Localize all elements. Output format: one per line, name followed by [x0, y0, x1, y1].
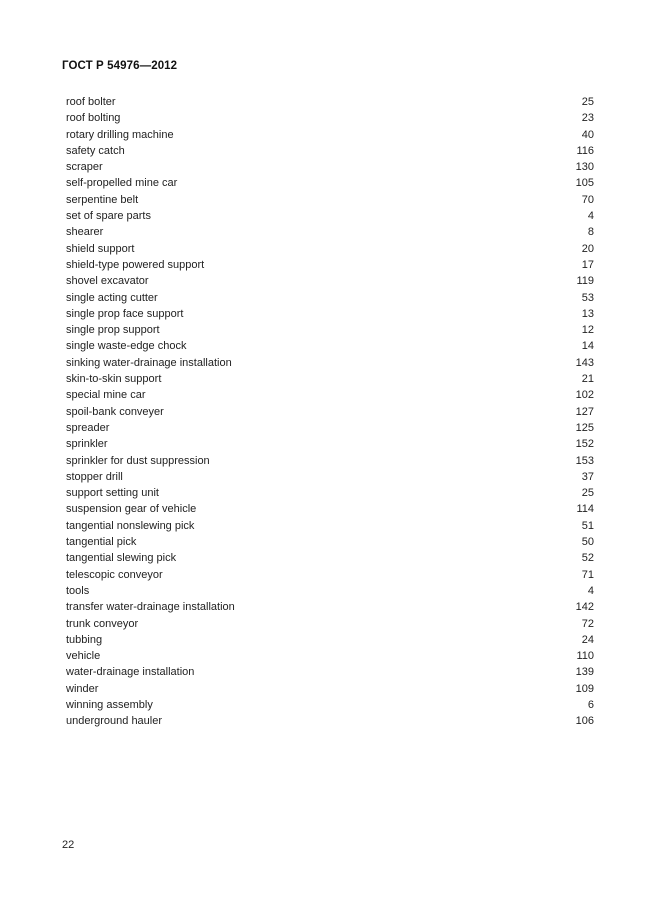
index-term: tangential slewing pick	[66, 552, 177, 565]
index-entry	[66, 583, 594, 599]
index-term: single prop support	[66, 324, 160, 337]
index-term: stopper drill	[66, 470, 123, 483]
index-term: water-drainage installation	[66, 666, 195, 679]
index-page-ref: 130	[575, 161, 594, 174]
index-page-ref: 142	[575, 601, 594, 614]
index-entry	[66, 355, 594, 371]
index-entry	[66, 175, 594, 191]
index-page-ref: 139	[575, 666, 594, 679]
index-page-ref: 23	[581, 112, 594, 125]
index-page-ref: 50	[581, 536, 594, 549]
index-term: tangential pick	[66, 536, 137, 549]
index-page-ref: 125	[575, 421, 594, 434]
index-term: sprinkler	[66, 438, 108, 451]
index-entry	[66, 485, 594, 501]
index-entry	[66, 143, 594, 159]
index-page-ref: 70	[581, 193, 594, 206]
index-term: winder	[66, 682, 99, 695]
index-page-ref: 37	[581, 470, 594, 483]
index-page-ref: 53	[581, 291, 594, 304]
index-entry	[66, 632, 594, 648]
index-page-ref: 143	[575, 356, 594, 369]
index-entry	[66, 224, 594, 240]
index-entry	[66, 306, 594, 322]
index-term: tangential nonslewing pick	[66, 519, 195, 532]
index-term: sinking water-drainage installation	[66, 356, 232, 369]
index-page-ref: 12	[581, 324, 594, 337]
index-page-ref: 109	[575, 682, 594, 695]
index-entry	[66, 420, 594, 436]
index-term: suspension gear of vehicle	[66, 503, 197, 516]
index-page-ref: 24	[581, 633, 594, 646]
index-term: transfer water-drainage installation	[66, 601, 235, 614]
index-entry	[66, 501, 594, 517]
index-entry	[66, 273, 594, 289]
index-entry	[66, 322, 594, 338]
index-page-ref: 72	[581, 617, 594, 630]
index-page-ref: 6	[587, 698, 594, 711]
index-term: rotary drilling machine	[66, 128, 174, 141]
index-entry	[66, 241, 594, 257]
document-header: ГОСТ Р 54976—2012	[62, 60, 178, 72]
index-page-ref: 8	[587, 226, 594, 239]
index-term: single waste-edge chock	[66, 340, 187, 353]
page-number: 22	[62, 839, 75, 851]
index-page-ref: 152	[575, 438, 594, 451]
index-entry	[66, 371, 594, 387]
index-term: shield-type powered support	[66, 258, 205, 271]
index-page-ref: 25	[581, 487, 594, 500]
index-entry	[66, 697, 594, 713]
index-page-ref: 20	[581, 242, 594, 255]
index-entry	[66, 127, 594, 143]
index-entry	[66, 404, 594, 420]
index-term: vehicle	[66, 650, 101, 663]
index-page-ref: 52	[581, 552, 594, 565]
index-entry	[66, 453, 594, 469]
index-entry	[66, 469, 594, 485]
index-entry	[66, 550, 594, 566]
index-term: scraper	[66, 161, 103, 174]
index-entry	[66, 110, 594, 126]
index-page-ref: 110	[576, 650, 594, 663]
index-entry	[66, 681, 594, 697]
index-entry	[66, 208, 594, 224]
index-list	[66, 94, 594, 730]
index-term: skin-to-skin support	[66, 373, 162, 386]
index-term: single acting cutter	[66, 291, 158, 304]
index-entry	[66, 338, 594, 354]
index-term: special mine car	[66, 389, 146, 402]
index-entry	[66, 159, 594, 175]
index-entry	[66, 518, 594, 534]
index-term: self-propelled mine car	[66, 177, 178, 190]
index-entry	[66, 713, 594, 729]
index-page-ref: 25	[581, 96, 594, 108]
index-page-ref: 4	[587, 584, 594, 597]
index-entry	[66, 616, 594, 632]
index-page-ref: 51	[581, 519, 594, 532]
index-page-ref: 40	[581, 128, 594, 141]
index-entry	[66, 290, 594, 306]
index-entry	[66, 387, 594, 403]
index-term: sprinkler for dust suppression	[66, 454, 210, 467]
index-page-ref: 13	[581, 307, 594, 320]
index-term: tubbing	[66, 633, 103, 646]
index-term: roof bolter	[66, 96, 116, 108]
index-term: set of spare parts	[66, 210, 151, 223]
index-entry	[66, 664, 594, 680]
index-term: roof bolting	[66, 112, 121, 125]
index-entry	[66, 94, 594, 110]
index-term: spreader	[66, 421, 110, 434]
index-entry	[66, 648, 594, 664]
index-page-ref: 114	[576, 503, 594, 516]
index-entry	[66, 567, 594, 583]
index-term: trunk conveyor	[66, 617, 139, 630]
index-term: underground hauler	[66, 715, 163, 728]
index-term: telescopic conveyor	[66, 568, 163, 581]
index-page-ref: 71	[581, 568, 594, 581]
index-term: shearer	[66, 226, 104, 239]
index-term: winning assembly	[66, 698, 153, 711]
index-page-ref: 106	[575, 715, 594, 728]
index-term: shield support	[66, 242, 135, 255]
index-page-ref: 4	[587, 210, 594, 223]
index-page-ref: 153	[575, 454, 594, 467]
index-entry	[66, 436, 594, 452]
index-page-ref: 21	[581, 373, 594, 386]
index-term: serpentine belt	[66, 193, 139, 206]
index-term: spoil-bank conveyer	[66, 405, 164, 418]
index-term: tools	[66, 584, 90, 597]
index-page-ref: 119	[576, 275, 594, 288]
index-page-ref: 102	[575, 389, 594, 402]
index-term: support setting unit	[66, 487, 159, 500]
index-entry	[66, 599, 594, 615]
index-term: shovel excavator	[66, 275, 149, 288]
index-page-ref: 105	[575, 177, 594, 190]
index-entry	[66, 192, 594, 208]
index-page-ref: 127	[575, 405, 594, 418]
index-entry	[66, 534, 594, 550]
index-term: safety catch	[66, 144, 125, 157]
index-page-ref: 14	[581, 340, 594, 353]
index-page-ref: 116	[576, 144, 594, 157]
index-entry	[66, 257, 594, 273]
index-page-ref: 17	[581, 258, 594, 271]
index-term: single prop face support	[66, 307, 184, 320]
